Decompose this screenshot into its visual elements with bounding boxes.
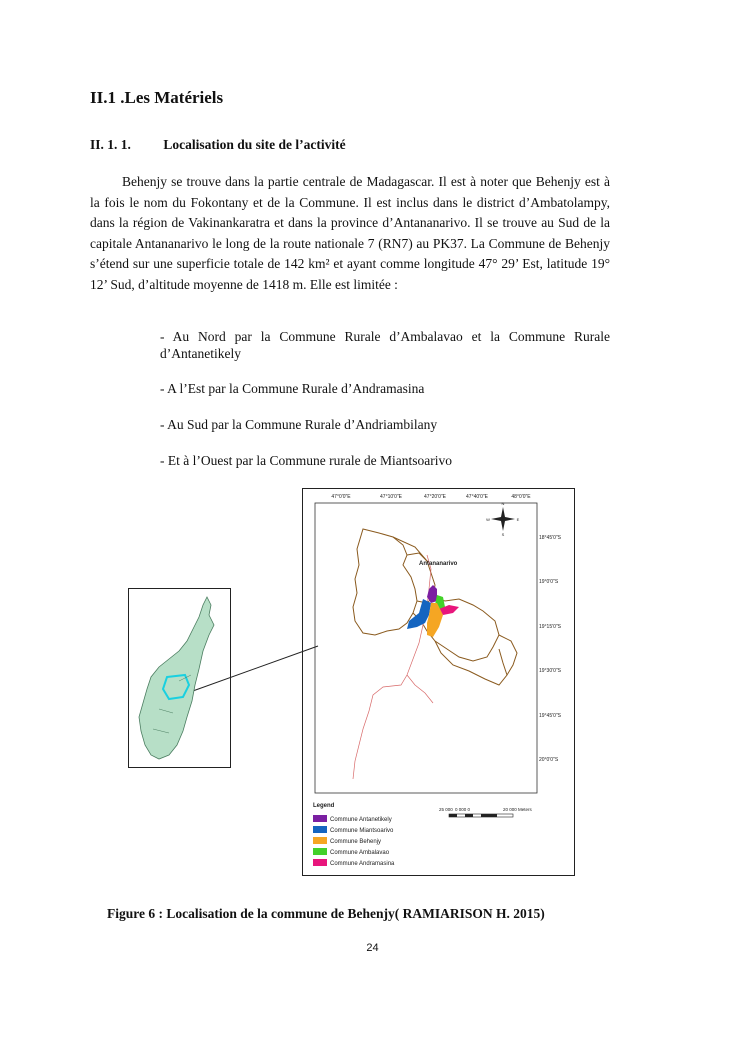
lat-label: 20°0'0"S	[539, 757, 559, 763]
subsection-heading	[90, 137, 346, 153]
lat-label: 19°0'0"S	[539, 579, 559, 585]
svg-text:0 000 0: 0 000 0	[455, 807, 471, 812]
legend-label: Commune Miantsoarivo	[330, 828, 394, 834]
boundary-north: - Au Nord par la Commune Rurale d’Ambalavao et la Commune Rurale d’Antanetikely	[160, 329, 610, 361]
lon-label: 47°40'0"E	[466, 494, 488, 500]
lat-label: 19°15'0"S	[539, 624, 561, 630]
body-paragraph: Behenjy se trouve dans la partie centrale de Madagascar. Il est à noter que Behenjy est à la fois le nom du Fokontany et de la Commune. Il est inclus dans le district d’Ambatolampy, dans la région de Vakinankaratra et dans la province d’Antananarivo. Il se trouve au Sud de la capitale Antananarivo le long de la route nationale 7 (RN7) au PK37. La Commune de Behenjy s’étend sur une superficie totale de 142 km² et ayant comme longitude 47° 29’ Est, latitude 19° 12’ Sud, d’altitude moyenne de 1418 m. Elle est limitée :	[90, 174, 610, 292]
lat-label: 19°30'0"S	[539, 668, 561, 674]
page-number: 24	[366, 942, 379, 954]
compass-rose-icon	[486, 501, 520, 537]
legend-label: Commune Andramasina	[330, 861, 395, 867]
svg-text:S: S	[501, 532, 505, 537]
commune-antanetikely-polygon	[427, 585, 437, 603]
madagascar-inset-map	[128, 588, 231, 768]
svg-text:N: N	[501, 501, 505, 506]
legend-label: Commune Antanetikely	[330, 817, 392, 823]
legend-swatch	[313, 859, 327, 866]
boundary-west: - Et à l’Ouest par la Commune rurale de Miantsoarivo	[160, 453, 453, 468]
lon-label: 48°0'0"E	[511, 494, 531, 500]
legend-title: Legend	[313, 803, 335, 809]
lon-label: 47°0'0"E	[331, 494, 351, 500]
section-title: II.1 .Les Matériels	[90, 88, 224, 107]
scale-bar	[439, 807, 533, 817]
boundary-east: - A l’Est par la Commune Rurale d’Andramasina	[160, 381, 425, 396]
svg-text:20 000 Meters: 20 000 Meters	[503, 807, 532, 812]
map-inner-frame	[315, 503, 537, 793]
legend-swatch	[313, 837, 327, 844]
city-label-antananarivo: Antananarivo	[419, 561, 458, 567]
lat-label: 18°45'0"S	[539, 535, 561, 541]
lon-label: 47°20'0"E	[424, 494, 446, 500]
svg-text:E: E	[516, 517, 520, 522]
legend-swatch	[313, 815, 327, 822]
svg-text:W: W	[486, 517, 490, 522]
road-network	[353, 555, 433, 779]
commune-polygons	[407, 585, 459, 637]
map-legend	[313, 803, 395, 867]
legend-label: Commune Ambalavao	[330, 850, 390, 856]
lat-label: 19°45'0"S	[539, 713, 561, 719]
subsection-number: II. 1. 1.	[90, 137, 131, 152]
svg-text:25 000: 25 000	[439, 807, 453, 812]
legend-swatch	[313, 826, 327, 833]
lon-label: 47°10'0"E	[380, 494, 402, 500]
madagascar-silhouette	[129, 589, 230, 767]
subsection-title: Localisation du site de l’activité	[163, 137, 346, 152]
boundary-south: - Au Sud par la Commune Rurale d’Andriambilany	[160, 417, 438, 432]
legend-label: Commune Behenjy	[330, 839, 382, 845]
figure-caption: Figure 6 : Localisation de la commune de Behenjy( RAMIARISON H. 2015)	[107, 906, 545, 921]
behenjy-location-map	[302, 488, 575, 876]
legend-swatch	[313, 848, 327, 855]
